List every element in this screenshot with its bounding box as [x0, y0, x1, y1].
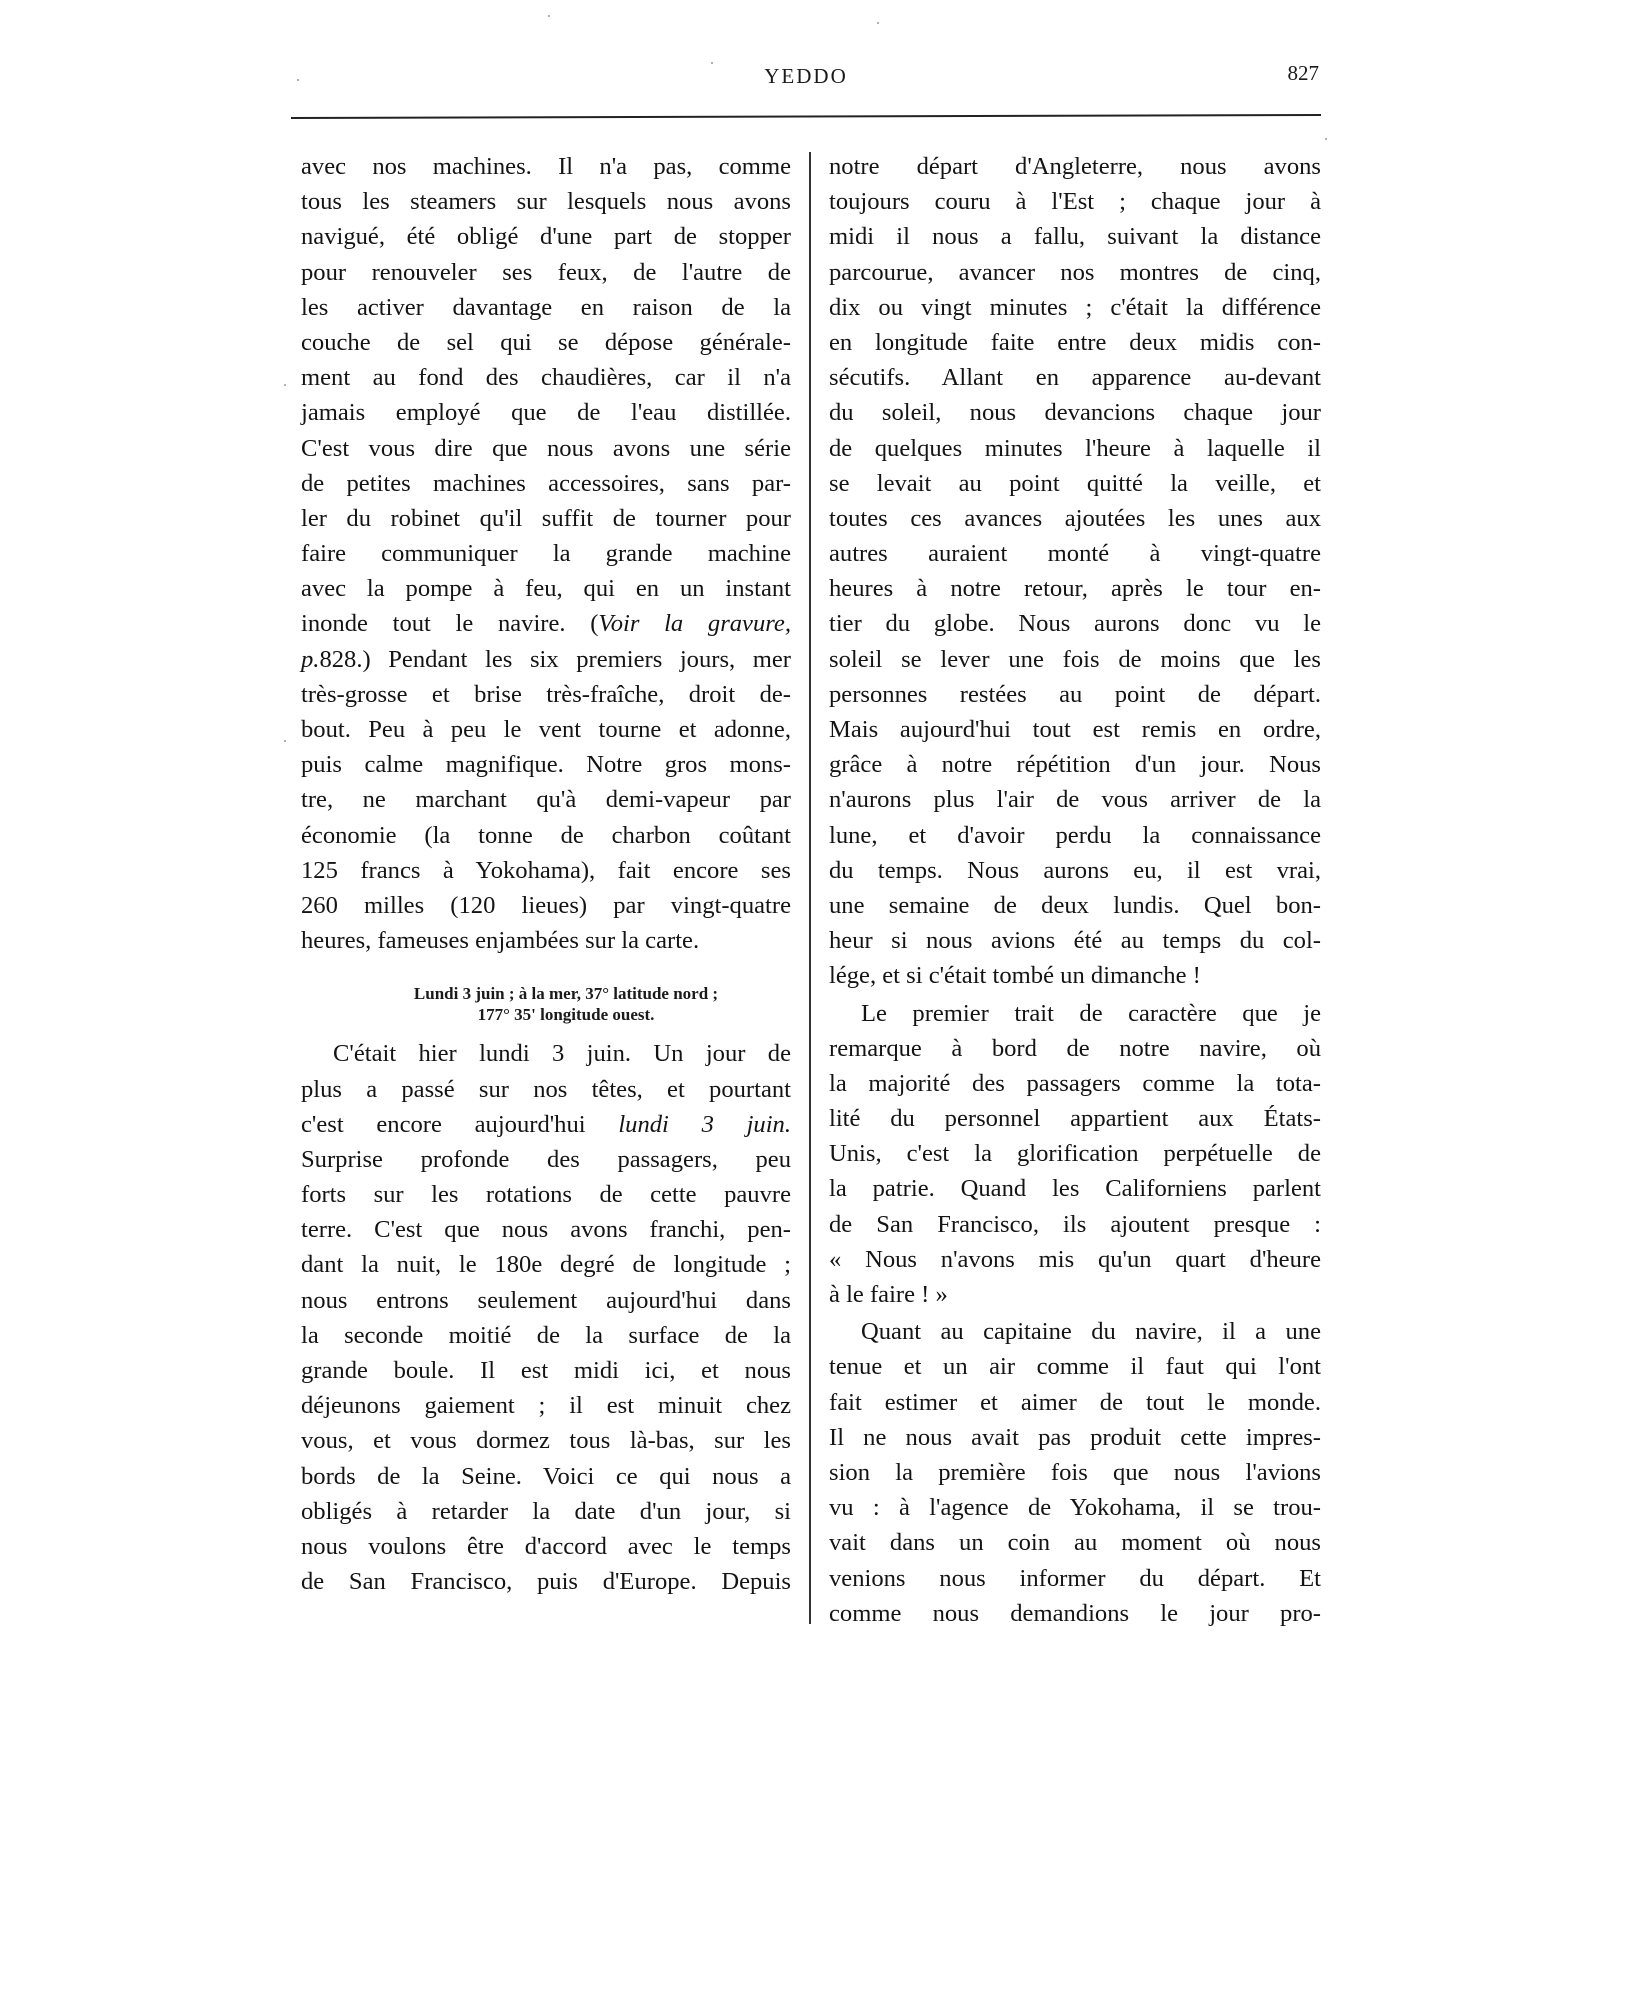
text-line: terre. C'est que nous avons franchi, pen- [301, 1216, 791, 1244]
scan-speck [297, 79, 299, 81]
text-line: se levait au point quitté la veille, et [829, 469, 1321, 497]
text-line: vait dans un coin au moment où nous [829, 1529, 1321, 1557]
text-line: grâce à notre répétition d'un jour. Nous [829, 751, 1321, 779]
text-line: heures, fameuses enjambées sur la carte. [301, 927, 700, 955]
section-subheading [341, 983, 791, 1025]
scan-speck [711, 62, 713, 64]
text-line: de petites machines accessoires, sans par- [301, 469, 791, 497]
text-line [301, 1107, 791, 1142]
text-line: toujours couru à l'Est ; chaque jour à [829, 188, 1321, 216]
scan-speck [548, 15, 550, 17]
text-line: n'aurons plus l'air de vous arriver de la [829, 786, 1321, 814]
paragraph-time-difference [829, 149, 1321, 994]
text-line: très-grosse et brise très-fraîche, droit de- [301, 680, 791, 708]
paragraph-date-line [301, 1036, 791, 1599]
emphasis: lundi 3 juin. [618, 1110, 791, 1138]
text-line: pour renouveler ses feux, de l'autre de [301, 258, 791, 286]
text-line: faire communiquer la grande machine [301, 540, 791, 568]
text-line: C'est vous dire que nous avons une série [301, 434, 791, 462]
text-line: personnes restées au point de départ. [829, 680, 1321, 708]
text-line: navigué, été obligé d'une part de stopper [301, 223, 791, 251]
text-line: jamais employé que de l'eau distillée. [301, 399, 791, 427]
text-line: avec la pompe à feu, qui en un instant [301, 575, 791, 603]
text-line: autres auraient monté à vingt-quatre [829, 540, 1321, 568]
text-line: avec nos machines. Il n'a pas, comme [301, 153, 791, 180]
text-line: de San Francisco, puis d'Europe. Depuis [301, 1568, 791, 1596]
page-number: 827 [1287, 61, 1319, 85]
text-line: économie (la tonne de charbon coûtant [301, 821, 791, 849]
text-line: sécutifs. Allant en apparence au-devant [829, 364, 1321, 392]
text-line: vous, et vous dormez tous là-bas, sur les [301, 1427, 791, 1455]
text-line: du soleil, nous devancions chaque jour [829, 399, 1321, 427]
text-line: midi il nous a fallu, suivant la distance [829, 223, 1321, 251]
text-line: bords de la Seine. Voici ce qui nous a [301, 1462, 791, 1490]
text-line: de quelques minutes l'heure à laquelle il [829, 434, 1321, 462]
text-line: vu : à l'agence de Yokohama, il se trou- [829, 1494, 1321, 1522]
text-line: heures à notre retour, après le tour en- [829, 575, 1321, 603]
text-line: du temps. Nous aurons eu, il est vrai, [829, 856, 1321, 884]
text-line: en longitude faite entre deux midis con- [829, 328, 1321, 356]
text-run: 828.) Pendant les six premiers jours, mer [319, 645, 791, 673]
text-line: les activer davantage en raison de la [301, 293, 791, 321]
text-line: fait estimer et aimer de tout le monde. [829, 1388, 1321, 1416]
text-line: Quant au capitaine du navire, il a une [861, 1318, 1321, 1346]
text-line: 125 francs à Yokohama), fait encore ses [301, 856, 791, 884]
text-line: ler du robinet qu'il suffit de tourner pour [301, 504, 791, 532]
text-line: Le premier trait de caractère que je [861, 999, 1321, 1027]
text-line: remarque à bord de notre navire, où [829, 1034, 1321, 1062]
right-column [829, 149, 1321, 1631]
text-line: C'était hier lundi 3 juin. Un jour de [333, 1040, 791, 1068]
text-line: heur si nous avions été au temps du col- [829, 927, 1321, 955]
text-line: dant la nuit, le 180e degré de longitude ; [301, 1251, 791, 1279]
text-line: lége, et si c'était tombé un dimanche ! [829, 962, 1201, 990]
subheading-line: Lundi 3 juin ; à la mer, 37° latitude nord ; [413, 984, 719, 1004]
text-line: grande boule. Il est midi ici, et nous [301, 1357, 791, 1384]
text-line: forts sur les rotations de cette pauvre [301, 1181, 791, 1209]
text-run: inonde tout le navire. ( [301, 610, 599, 638]
text-line: ment au fond des chaudières, car il n'a [301, 364, 791, 392]
text-line: nous voulons être d'accord avec le temps [301, 1532, 791, 1560]
text-line: comme nous demandions le jour pro- [829, 1599, 1321, 1627]
text-line: déjeunons gaiement ; il est minuit chez [301, 1392, 791, 1420]
text-line: tous les steamers sur lesquels nous avons [301, 188, 791, 216]
text-line: une semaine de deux lundis. Quel bon- [829, 891, 1321, 919]
text-line: Mais aujourd'hui tout est remis en ordre, [829, 716, 1321, 743]
column-divider [809, 152, 811, 1624]
text-line: lité du personnel appartient aux États- [829, 1105, 1321, 1133]
text-line [301, 642, 791, 677]
paragraph-machines [301, 149, 791, 958]
text-line: bout. Peu à peu le vent tourne et adonne, [301, 716, 791, 743]
text-line: toutes ces avances ajoutées les unes aux [829, 504, 1321, 532]
figure-reference: p. [301, 645, 320, 673]
text-line: la patrie. Quand les Californiens parlent [829, 1175, 1321, 1203]
paragraph-patriotism [829, 996, 1321, 1313]
text-line: soleil se lever une fois de moins que les [829, 645, 1321, 673]
text-line: à le faire ! » [829, 1281, 948, 1308]
text-line: la majorité des passagers comme la tota- [829, 1069, 1321, 1097]
text-line: tenue et un air comme il faut qui l'ont [829, 1353, 1321, 1381]
text-line: sion la première fois que nous l'avions [829, 1458, 1321, 1486]
text-line: la seconde moitié de la surface de la [301, 1321, 791, 1349]
left-column [301, 149, 791, 1599]
text-run: c'est encore aujourd'hui [301, 1110, 619, 1138]
text-line: Surprise profonde des passagers, peu [301, 1145, 791, 1173]
text-line: Il ne nous avait pas produit cette impres- [829, 1423, 1321, 1451]
text-line: obligés à retarder la date d'un jour, si [301, 1497, 791, 1525]
text-line: couche de sel qui se dépose générale- [301, 328, 791, 356]
text-line: notre départ d'Angleterre, nous avons [829, 153, 1321, 180]
running-head [291, 58, 1321, 98]
figure-reference: Voir la gravure, [598, 610, 791, 638]
text-line: de San Francisco, ils ajoutent presque : [829, 1210, 1321, 1238]
text-line: lune, et d'avoir perdu la connaissance [829, 821, 1321, 849]
text-line: Unis, c'est la glorification perpétuelle de [829, 1140, 1321, 1168]
text-line: nous entrons seulement aujourd'hui dans [301, 1286, 791, 1314]
text-line: puis calme magnifique. Notre gros mons- [301, 751, 791, 779]
text-line: parcourue, avancer nos montres de cinq, [829, 258, 1321, 286]
scan-speck [1325, 138, 1327, 140]
scan-speck [284, 384, 286, 386]
text-line: venions nous informer du départ. Et [829, 1564, 1321, 1592]
running-title: YEDDO [764, 64, 848, 88]
scan-speck [284, 740, 286, 742]
text-line: tre, ne marchant qu'à demi-vapeur par [301, 786, 791, 814]
paragraph-captain [829, 1314, 1321, 1631]
text-line: tier du globe. Nous aurons donc vu le [829, 610, 1321, 638]
text-line: dix ou vingt minutes ; c'était la différence [829, 293, 1321, 321]
header-rule [291, 114, 1321, 119]
text-line: 260 milles (120 lieues) par vingt-quatre [301, 891, 791, 919]
text-line [301, 606, 791, 641]
scan-speck [877, 22, 879, 24]
subheading-line: 177° 35' longitude ouest. [477, 1005, 655, 1025]
text-line: « Nous n'avons mis qu'un quart d'heure [829, 1245, 1321, 1273]
text-line: plus a passé sur nos têtes, et pourtant [301, 1075, 791, 1103]
